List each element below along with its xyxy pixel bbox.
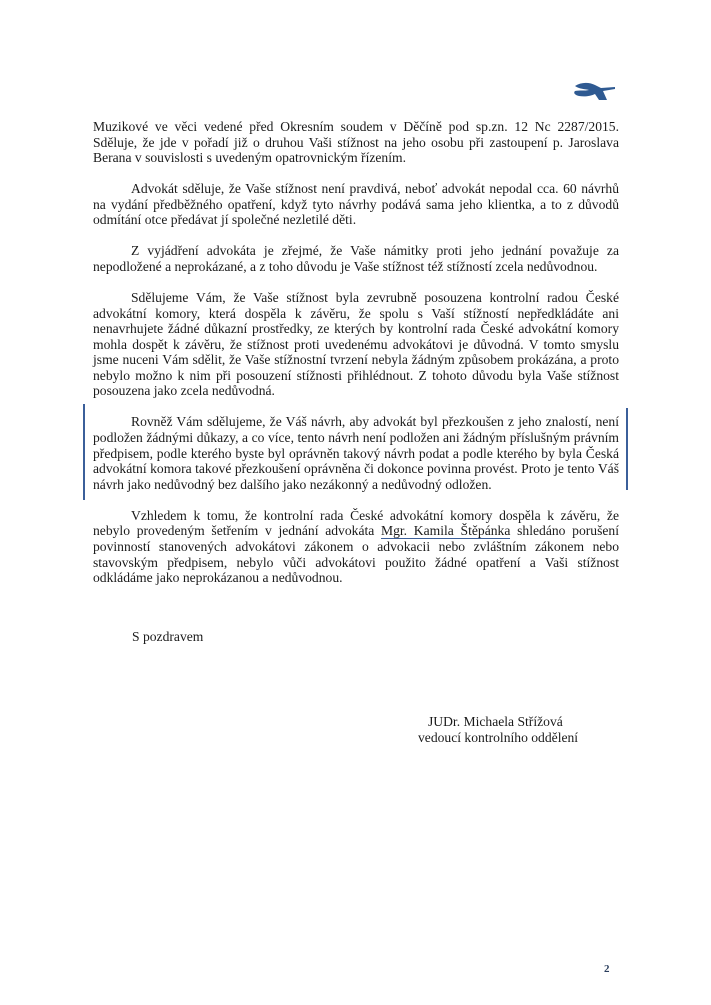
paragraph-6-end: shledáno porušení povinností stanovených advokátovi zákonem o advokacii nebo zvláštním zákonem nebo stavovským předpisem, nebylo vůči advokátovi použito žádné opatření a Vaši stížnost odkládáme jako neprokázanou a nedůvodnou. — [93, 523, 619, 586]
paragraph-4: Sdělujeme Vám, že Vaše stížnost byla zevrubně posouzena kontrolní radou České advokátní komory, která dospěla k závěru, že spolu s Vaší stížností nepředkládáte ani nenavrhujete žádné důkazní prostředky, ze kterých by kontrolní rada České advokátní komory mohla dospět k závěru, že stížnost proti uvedenému advokátovi je důvodná. V tomto smyslu jsme nuceni Vám sdělit, že Vaše stížnostní tvrzení nebyla žádným způsobem prokázána, a proto nebylo možno k nim při posouzení stížnosti přihlédnout. Z tohoto důvodu byla Vaše stížnost posouzena jako zcela nedůvodná. — [93, 289, 619, 399]
signature-block — [418, 714, 578, 746]
paragraph-2: Advokát sděluje, že Vaše stížnost není pravdivá, neboť advokát nepodal cca. 60 návrhů na vydání předběžného opatření, když tyto návrhy podává sama jeho klientka, a to z důvodů odmítání otce předávat jí společné nezletilé děti. — [93, 181, 619, 228]
greeting: S pozdravem — [132, 629, 204, 644]
underlined-attorney-name: Mgr. Kamila Štěpánka — [381, 523, 511, 539]
signer-name: JUDr. Michaela Střížová — [428, 714, 563, 729]
signer-title: vedoucí kontrolního oddělení — [418, 730, 579, 745]
paragraph-3: Z vyjádření advokáta je zřejmé, že Vaše námitky proti jeho jednání považuje za nepodložené a neprokázané, a z toho důvodu je Vaše stížnost též stížností zcela nedůvodnou. — [93, 243, 619, 274]
paragraph-6 — [93, 508, 619, 586]
pen-mark-right — [626, 408, 628, 490]
page-number: 2 — [604, 963, 610, 975]
pen-mark-left — [83, 404, 85, 500]
marked-paragraph — [93, 414, 619, 492]
letter-body — [93, 119, 619, 601]
paragraph-6-start: Vzhledem k tomu, že kontrolní rada České advokátní komory dospěla k závěru, že nebylo provedeným šetřením v jednání advokáta — [93, 507, 619, 539]
paragraph-1: Muzikové ve věci vedené před Okresním soudem v Děčíně pod sp.zn. 12 Nc 2287/2015. Sděluje, že jde v pořadí již o druhou Vaši stížnost na jeho osobu při zastoupení p. Jaroslava Berana v souvislosti s uvedeným opatrovnickým řízením. — [93, 119, 619, 166]
bird-logo-icon — [571, 78, 617, 104]
paragraph-5: Rovněž Vám sdělujeme, že Váš návrh, aby advokát byl přezkoušen z jeho znalostí, není podložen žádnými důkazy, a co více, tento návrh není podložen ani žádným příslušným právním předpisem, podle kterého byste byl oprávněn takový návrh podat a podle kterého by byla Česká advokátní komora takové přezkoušení oprávněna či dokonce povinna provést. Proto je tento Váš návrh jako nedůvodný bez dalšího jako nezákonný a nedůvodný odložen. — [93, 414, 619, 492]
